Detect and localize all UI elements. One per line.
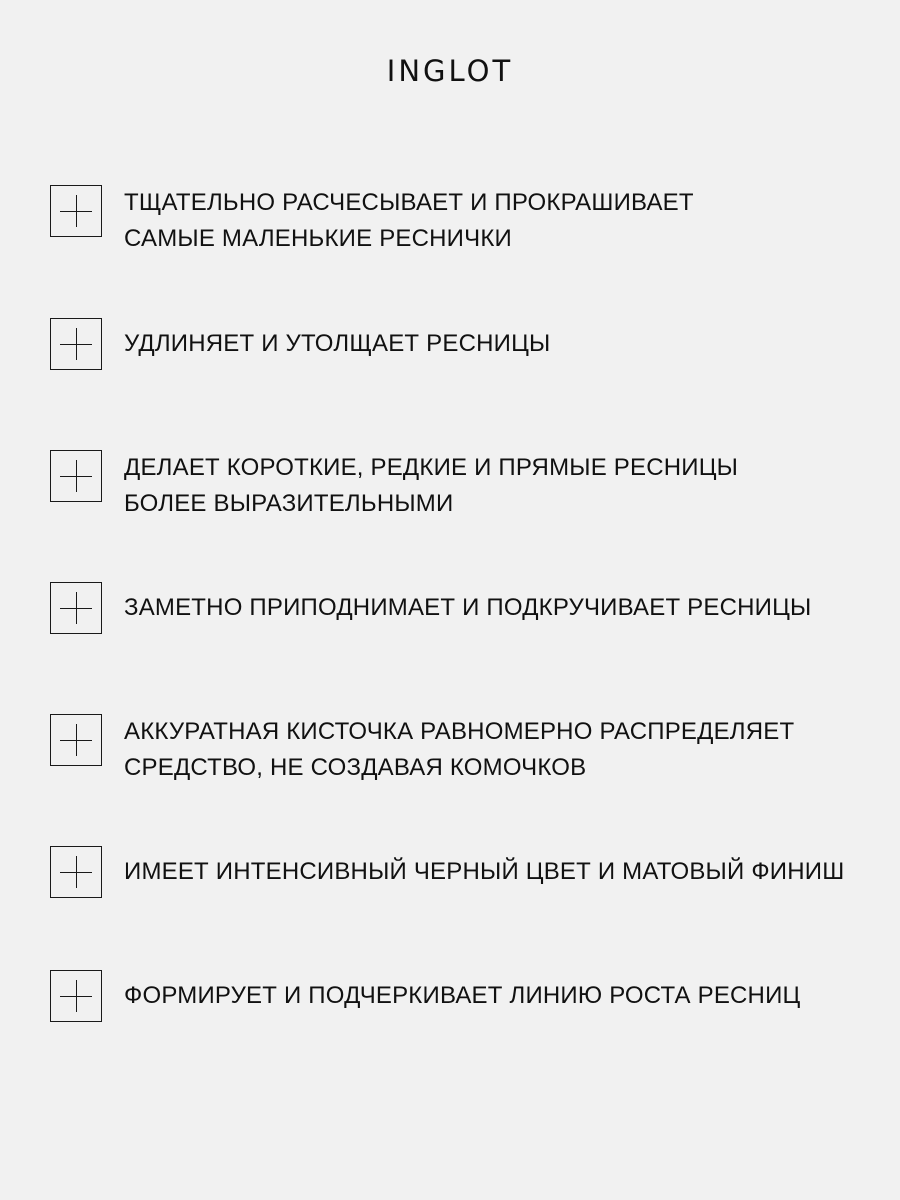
feature-text-line: СРЕДСТВО, НЕ СОЗДАВАЯ КОМОЧКОВ [124, 754, 587, 781]
feature-item-lash-line[interactable] [50, 970, 870, 1022]
feature-text [124, 714, 844, 786]
feature-text [124, 970, 844, 1014]
plus-icon[interactable] [50, 185, 102, 237]
plus-icon[interactable] [50, 318, 102, 370]
plus-icon[interactable] [50, 970, 102, 1022]
feature-text-line: ИМЕЕТ ИНТЕНСИВНЫЙ ЧЕРНЫЙ ЦВЕТ И МАТОВЫЙ ФИНИШ [124, 858, 845, 885]
plus-icon[interactable] [50, 714, 102, 766]
feature-text [124, 846, 844, 890]
feature-text-line: ЗАМЕТНО ПРИПОДНИМАЕТ И ПОДКРУЧИВАЕТ РЕСНИЦЫ [124, 594, 812, 621]
feature-text-line: САМЫЕ МАЛЕНЬКИЕ РЕСНИЧКИ [124, 225, 512, 252]
feature-item-black-matte[interactable] [50, 846, 870, 898]
feature-text [124, 185, 844, 257]
plus-icon[interactable] [50, 846, 102, 898]
feature-text-line: ДЕЛАЕТ КОРОТКИЕ, РЕДКИЕ И ПРЯМЫЕ РЕСНИЦЫ [124, 454, 739, 481]
feature-text [124, 318, 844, 362]
feature-item-lengthen-thicken[interactable] [50, 318, 870, 370]
feature-text-line: БОЛЕЕ ВЫРАЗИТЕЛЬНЫМИ [124, 490, 454, 517]
feature-item-brush-no-clumps[interactable] [50, 714, 870, 786]
plus-icon[interactable] [50, 582, 102, 634]
feature-text [124, 450, 844, 522]
feature-text-line: УДЛИНЯЕТ И УТОЛЩАЕТ РЕСНИЦЫ [124, 330, 551, 357]
feature-text-line: ФОРМИРУЕТ И ПОДЧЕРКИВАЕТ ЛИНИЮ РОСТА РЕСНИЦ [124, 982, 801, 1009]
feature-item-expressive-lashes[interactable] [50, 450, 870, 522]
feature-item-lift-curl[interactable] [50, 582, 870, 634]
feature-item-comb-tiny-lashes[interactable] [50, 185, 870, 257]
brand-logo: INGLOT [386, 54, 514, 88]
feature-text [124, 582, 844, 626]
plus-icon[interactable] [50, 450, 102, 502]
feature-text-line: АККУРАТНАЯ КИСТОЧКА РАВНОМЕРНО РАСПРЕДЕЛЯЕТ [124, 718, 795, 745]
feature-text-line: ТЩАТЕЛЬНО РАСЧЕСЫВАЕТ И ПРОКРАШИВАЕТ [124, 189, 694, 216]
